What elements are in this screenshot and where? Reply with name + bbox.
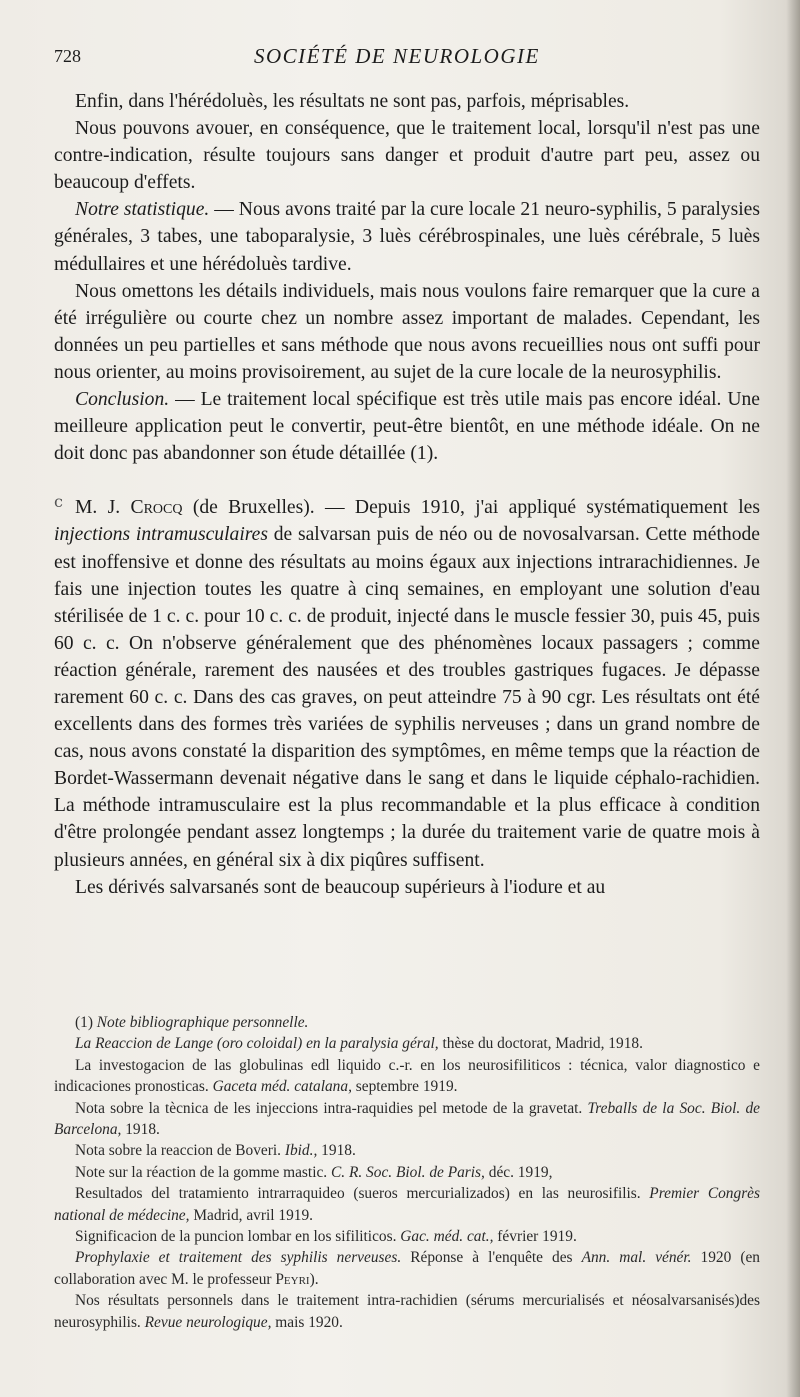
speaker-name: Crocq: [130, 497, 183, 519]
footnote: [54, 1290, 760, 1333]
citation-date: 1918.: [317, 1142, 356, 1160]
citation-date: février 1919.: [493, 1228, 577, 1246]
citation-source: Gac. méd. cat.,: [400, 1228, 494, 1246]
citation-text: thèse du doctorat, Madrid, 1918.: [438, 1035, 643, 1053]
citation-text: Nota sobre la reaccion de Boveri.: [75, 1142, 285, 1160]
footnote: [54, 1183, 760, 1226]
paragraph-text: — Le traitement local spécifique est très utile mais pas encore idéal. Une meilleure application peut le convertir, peut-être bientôt, en une méthode idéale. On ne doit donc pas abandonner son étude détaillée (1).: [54, 389, 760, 465]
citation-text: Réponse à l'enquête des: [401, 1249, 582, 1267]
citation-title: La Reaccion de Lange (oro coloidal) en la paralysia géral,: [75, 1035, 439, 1053]
footnote: [54, 1012, 760, 1033]
citation-source: Ann. mal. vénér.: [581, 1249, 692, 1267]
footnote: [54, 1226, 760, 1247]
citation-date: septembre 1919.: [351, 1078, 458, 1096]
footnote: [54, 1033, 760, 1054]
footnote: [54, 1162, 760, 1183]
footnote-title: Note bibliographique personnelle.: [96, 1014, 309, 1031]
citation-date: mais 1920.: [271, 1313, 343, 1331]
paragraph: Nous pouvons avouer, en conséquence, que le traitement local, lorsqu'il n'est pas une contre-indication, résulte toujours sans danger et produit d'autre part peu, assez ou beaucoup d'effets.: [54, 118, 760, 194]
paragraph-text: de salvarsan puis de néo ou de novosalvarsan. Cette méthode est inoffensive et donne des résultats au moins égaux aux injections intrarachidiennes. Je fais une injection toutes les quatre à cinq semaines, en employant une solution d'eau stérilisée de 1 c. c. pour 10 c. c. de produit, injecté dans le muscle fessier 30, puis 45, puis 60 c. c. On n'observe généralement que des phénomènes locaux passagers ; comme réaction générale, rarement des nausées et des troubles gastriques fugaces. Je dépasse rarement 60 c. c. Dans des cas graves, on peut atteindre 75 à 90 cgr. Les résultats ont été excellents dans des formes très variées de syphilis nerveuses ; dans un grand nombre de cas, nous avons constaté la disparition des symptômes, en même temps que la réaction de Bordet-Wassermann devenait négative dans le sang et dans le liquide céphalo-rachidien. La méthode intramusculaire est la plus recommandable et la plus efficace à condition d'être prolongée pendant assez longtemps ; la durée du traitement varie de quatre mois à plusieurs années, en général six à dix piqûres suffisent.: [54, 524, 760, 871]
page-number: 728: [54, 46, 81, 66]
section-lead: Conclusion.: [75, 389, 170, 411]
footnote: [54, 1055, 760, 1098]
citation-date: Madrid, avril 1919.: [189, 1206, 314, 1224]
paragraph: [54, 494, 760, 873]
page-edge-shadow: [786, 0, 800, 1397]
footnote: [54, 1098, 760, 1141]
margin-mark: c: [54, 492, 63, 511]
citation-text: Nota sobre la tècnica de les injeccions intra-raquidies pel metode de la gravetat.: [75, 1099, 588, 1117]
citation-source: Ibid.,: [284, 1142, 318, 1160]
citation-text: Nos résultats personnels dans le traitement intra-rachidien (sérums mercurialisés et néosalvarsanisés)des neurosyphilis.: [54, 1292, 760, 1331]
page-header: [54, 44, 746, 72]
running-title: SOCIÉTÉ DE NEUROLOGIE: [254, 44, 540, 68]
speaker-prefix: M. J.: [75, 497, 131, 519]
citation-text: Note sur la réaction de la gomme mastic.: [75, 1163, 331, 1181]
footnote-number: (1): [75, 1014, 97, 1031]
paragraph: Les dérivés salvarsanés sont de beaucoup supérieurs à l'iodure et au: [75, 876, 606, 898]
citation-source: Revue neurologique,: [144, 1313, 272, 1331]
main-text: [54, 88, 760, 901]
citation-text: La investogacion de las globulinas edl liquido c.-r. en los neurosifiliticos : técnica, valor diagnostico e indicaciones pronosticas.: [54, 1056, 760, 1096]
citation-source: Premier Congrès national de médecine,: [54, 1185, 760, 1224]
section-lead: Notre statistique.: [75, 199, 210, 221]
paragraph: [54, 196, 760, 277]
citation-date: déc. 1919,: [484, 1163, 553, 1181]
citation-title: Prophylaxie et traitement des syphilis nerveuses.: [75, 1249, 402, 1267]
citation-text: Significacion de la puncion lombar en los sifiliticos.: [75, 1228, 401, 1246]
footnote: [54, 1140, 760, 1161]
paragraph-text: — Nous avons traité par la cure locale 21 neuro-syphilis, 5 paralysies générales, 3 tabes, une taboparalysie, 3 luès cérébrospinales, une luès cérébrale, 5 luès médullaires et une hérédoluès tardive.: [54, 199, 760, 275]
citation-source: Treballs de la Soc. Biol. de Barcelona,: [54, 1099, 760, 1139]
citation-text: Resultados del tratamiento intrarraquideo (sueros mercurializados) en las neurosifilis.: [75, 1185, 650, 1203]
citation-source: Gaceta méd. catalana,: [212, 1078, 352, 1096]
footnote: [54, 1247, 760, 1290]
citation-date: 1918.: [121, 1121, 160, 1139]
emphasis: injections intramusculaires: [54, 524, 268, 546]
author-name: Peyri: [275, 1270, 310, 1288]
paragraph: Nous omettons les détails individuels, mais nous voulons faire remarquer que la cure a été irrégulière ou courte chez un nombre assez important de malades. Cependant, les données un peu partielles et sans méthode que nous avons recueillies nous ont suffi pour nous orienter, au moins provisoirement, au sujet de la cure locale de la neurosyphilis.: [54, 280, 760, 383]
paragraph-text: (de Bruxelles). — Depuis 1910, j'ai appliqué systématiquement les: [182, 497, 760, 519]
footnotes: [54, 1012, 760, 1333]
citation-text: ).: [309, 1270, 319, 1288]
citation-source: C. R. Soc. Biol. de Paris,: [331, 1163, 485, 1181]
paragraph: Enfin, dans l'hérédoluès, les résultats ne sont pas, parfois, méprisables.: [75, 91, 630, 112]
citation-text: 1920 (en collaboration avec M. le professeur: [54, 1249, 760, 1288]
paragraph: [54, 386, 760, 467]
